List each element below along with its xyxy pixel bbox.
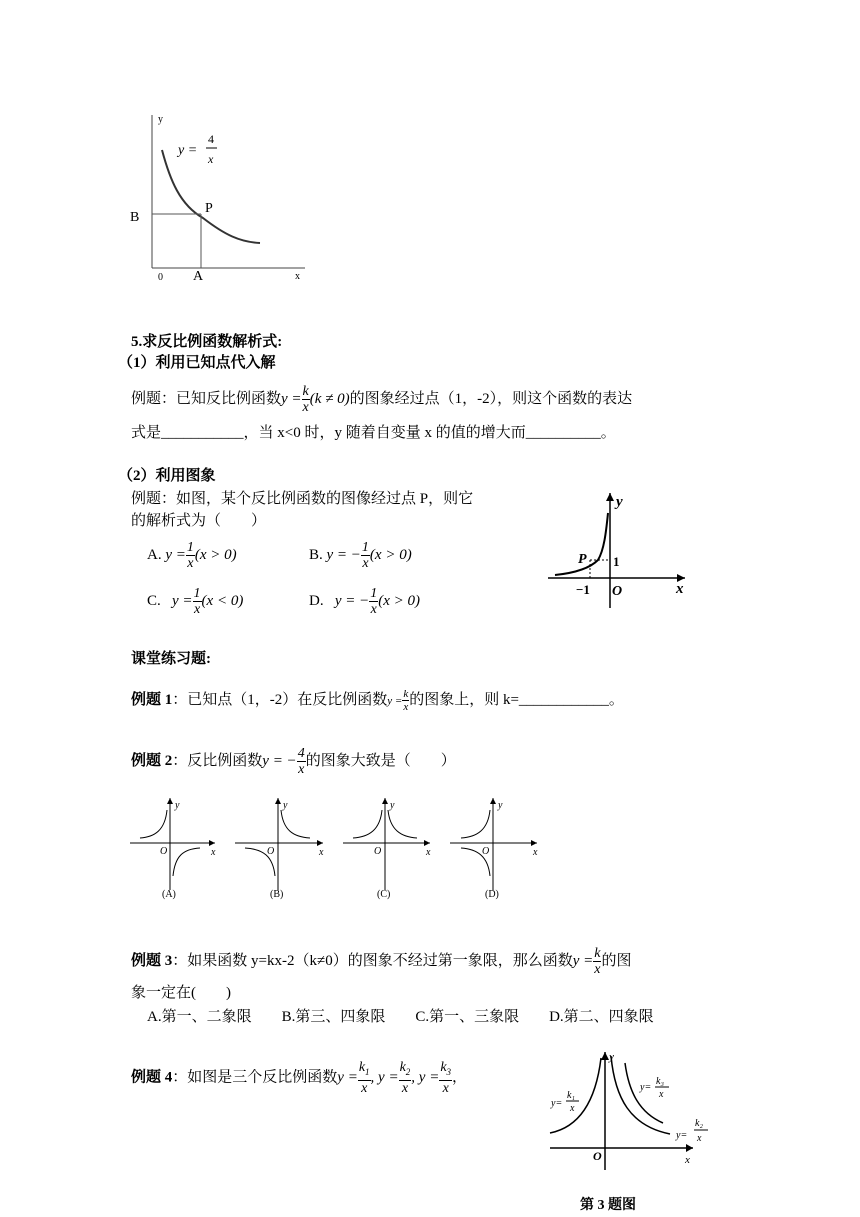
example-2-line-1: 例题：如图，某个反比例函数的图像经过点 P，则它 xyxy=(131,491,474,507)
question-2-text-b: 的图象大致是（ ） xyxy=(305,752,456,769)
subsection-2-title: （2）利用图象 xyxy=(118,468,216,484)
question-3-label: 例题 3 xyxy=(131,952,173,969)
svg-text:y: y xyxy=(390,800,395,811)
practice-title: 课堂练习题: xyxy=(131,651,211,667)
svg-text:O: O xyxy=(593,1149,602,1163)
graph-label-b: (B) xyxy=(270,889,284,900)
figure-three-hyperbolas xyxy=(545,1048,715,1173)
fig1-point-a: A xyxy=(193,269,204,284)
graph-label-a: (A) xyxy=(162,889,176,900)
example-1-line-2: 式是___________，当 x<0 时，y 随着自变量 x 的值的增大而__________。 xyxy=(131,425,616,441)
svg-text:y=: y= xyxy=(676,1130,688,1141)
fig1-point-p: P xyxy=(205,201,213,216)
option-b-label: B. xyxy=(309,546,323,563)
fig1-eq-num: 4 xyxy=(208,132,214,146)
svg-text:x: x xyxy=(533,847,538,858)
option-c-label: C. xyxy=(147,592,161,609)
svg-text:x: x xyxy=(659,1089,664,1100)
svg-text:O: O xyxy=(482,846,490,857)
fig2-one: 1 xyxy=(613,554,620,569)
figure-4-caption: 第 3 题图 xyxy=(580,1198,636,1213)
graph-c xyxy=(343,798,431,890)
graph-label-d: (D) xyxy=(485,889,499,900)
example-1-line-1: 例题：已知反比例函数y = $\frac{k}{x}$ (k ≠ 0)的图象经过点（1，-2），则这个函数的表达 xyxy=(131,384,633,415)
fig1-eq-lhs: y = xyxy=(178,143,198,158)
svg-text:x: x xyxy=(697,1133,702,1144)
example-2-line-2: 的解析式为（ ） xyxy=(131,513,267,529)
figure-y-4-over-x xyxy=(125,110,325,285)
question-3-line-1: 例题 3：如果函数 y=kx-2（k≠0）的图象不经过第一象限，那么函数y = $\frac{k}{x}$ 的图 xyxy=(131,946,632,977)
fig1-y-label: y xyxy=(158,114,163,125)
svg-text:y=: y= xyxy=(551,1098,563,1109)
graph-b xyxy=(235,798,324,890)
svg-text:k₁: k₁ xyxy=(567,1090,575,1101)
question-1-label: 例题 1 xyxy=(131,691,173,708)
svg-text:y: y xyxy=(498,800,503,811)
svg-text:k₃: k₃ xyxy=(656,1076,664,1087)
question-3-line-2: 象一定在( ) xyxy=(131,985,231,1001)
svg-text:O: O xyxy=(160,846,168,857)
svg-text:x: x xyxy=(319,847,324,858)
question-4-text-b: ， xyxy=(452,1069,468,1086)
question-4: 例题 4：如图是三个反比例函数y = $\frac{k_1}{x}$ , y = $\frac{k_2}{x}$ , y = $\frac{k_3}{x}$ ， xyxy=(131,1060,468,1096)
question-4-text-a: ：如图是三个反比例函数 xyxy=(172,1069,338,1086)
question-3-text-b: 的图 xyxy=(601,952,632,969)
fig2-y-label: y xyxy=(616,494,623,510)
fig1-x-label: x xyxy=(295,271,300,282)
question-1-text-b: 的图象上，则 k=____________。 xyxy=(409,691,624,708)
svg-text:O: O xyxy=(374,846,382,857)
graph-options-row xyxy=(125,790,555,905)
fig1-origin: 0 xyxy=(158,272,163,283)
fig2-neg-one: −1 xyxy=(576,582,590,597)
svg-text:y: y xyxy=(175,800,180,811)
svg-text:k₂: k₂ xyxy=(695,1118,703,1129)
question-3-options: A.第一、二象限 B.第三、四象限 C.第一、三象限 D.第二、四象限 xyxy=(147,1009,654,1025)
example-1-text-b: 的图象经过点（1，-2），则这个函数的表达 xyxy=(349,390,633,407)
option-b: B. y = − $\frac{1}{x}$ (x > 0) xyxy=(309,540,412,571)
svg-text:y: y xyxy=(283,800,288,811)
question-1-text-a: ：已知点（1，-2）在反比例函数 xyxy=(172,691,388,708)
option-a-label: A. xyxy=(147,546,162,563)
svg-text:x: x xyxy=(426,847,431,858)
subsection-1-title: （1）利用已知点代入解 xyxy=(118,355,276,371)
example-1-text-a: 例题：已知反比例函数 xyxy=(131,390,282,407)
question-3-text-a: ：如果函数 y=kx-2（k≠0）的图象不经过第一象限，那么函数 xyxy=(172,952,573,969)
fig2-x-label: x xyxy=(676,581,684,597)
option-c: C. y = $\frac{1}{x}$ (x < 0) xyxy=(147,586,244,617)
option-a: A. y = $\frac{1}{x}$ (x > 0) xyxy=(147,540,237,571)
section-title: 5.求反比例函数解析式: xyxy=(131,334,283,350)
question-2-label: 例题 2 xyxy=(131,752,173,769)
svg-text:y=: y= xyxy=(640,1082,652,1093)
svg-text:x: x xyxy=(570,1103,575,1114)
svg-text:x: x xyxy=(211,847,216,858)
graph-a xyxy=(130,798,216,890)
question-2-text-a: ：反比例函数 xyxy=(172,752,263,769)
figure-point-p-graph xyxy=(540,488,695,613)
graph-label-c: (C) xyxy=(377,889,391,900)
fig1-point-b: B xyxy=(130,210,140,225)
fig1-eq-den: x xyxy=(208,152,214,166)
question-1: 例题 1：已知点（1，-2）在反比例函数y = $\frac{k}{x}$ 的图象上，则 k=____________。 xyxy=(131,688,624,713)
graph-d xyxy=(450,798,538,890)
option-d-label: D. xyxy=(309,592,324,609)
svg-text:x: x xyxy=(685,1154,690,1166)
fig2-point-p: P xyxy=(578,552,587,567)
question-4-label: 例题 4 xyxy=(131,1069,173,1086)
svg-text:y: y xyxy=(609,1051,614,1063)
option-d: D. y = − $\frac{1}{x}$ (x > 0) xyxy=(309,586,421,617)
question-2: 例题 2：反比例函数y = − $\frac{4}{x}$ 的图象大致是（ ） xyxy=(131,746,456,777)
fig2-origin: O xyxy=(612,584,623,599)
svg-text:O: O xyxy=(267,846,275,857)
